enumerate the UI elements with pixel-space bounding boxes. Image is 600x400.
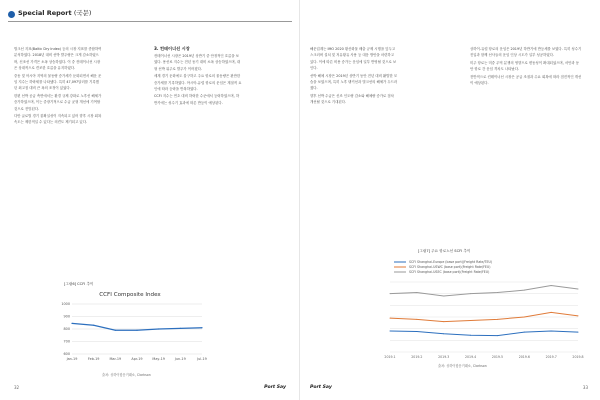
right-page xyxy=(300,0,600,400)
data-point xyxy=(390,331,391,332)
data-point xyxy=(416,331,417,332)
paragraph: 향후 선박 수급은 신조 인도량 감소와 해체량 증가로 점차 개선될 것으로 기대된다. xyxy=(310,93,394,105)
x-tick-label: 2019.5 xyxy=(491,355,504,359)
y-tick-label: 800 xyxy=(63,327,70,332)
data-point xyxy=(551,312,552,313)
series-line xyxy=(390,286,578,297)
scfi-chart-svg xyxy=(370,258,585,361)
page-footer xyxy=(0,385,300,393)
data-point xyxy=(497,335,498,336)
legend-label: SCFI Shanghai-USEC (base port)(Freight Rate/FEU) xyxy=(409,270,490,275)
data-point xyxy=(578,315,579,316)
data-point xyxy=(470,320,471,321)
x-tick-label: 2019.8 xyxy=(572,355,584,359)
x-tick-label: 2019.3 xyxy=(438,355,450,359)
y-tick-label: 600 xyxy=(63,352,70,357)
figure-caption: [그림7] 주요 항로노선 SCFI 추이 xyxy=(418,249,471,253)
data-point xyxy=(201,327,202,328)
data-point xyxy=(524,317,525,318)
data-point xyxy=(551,285,552,286)
x-tick-label: May-19 xyxy=(152,357,165,361)
paragraph: 컨테이너선 시장은 2019년 상반기 중 안정적인 흐름을 보였다. 용선료 지수는 전년 동기 대비 소폭 상승하였으며, 대형 선박 위주로 발주가 이어졌다. xyxy=(154,54,241,71)
data-point xyxy=(524,290,525,291)
data-point xyxy=(443,296,444,297)
data-point xyxy=(390,293,391,294)
paragraph: 다만 글로벌 경기 불확실성이 지속되고 있어 향후 시장 회복 속도는 제한적일 수 있다는 의견도 제기되고 있다. xyxy=(14,114,102,125)
brand-logo: Port Say xyxy=(264,385,286,390)
data-point xyxy=(470,335,471,336)
page-number: 32 xyxy=(14,385,20,390)
header-rule xyxy=(8,21,292,22)
data-point xyxy=(115,330,116,331)
data-point xyxy=(416,319,417,320)
legend-label: SCFI Shanghai-Europe (base port)(Freight Rate/TEU) xyxy=(409,260,493,265)
left-column-1 xyxy=(14,46,102,127)
data-point xyxy=(551,331,552,332)
x-tick-label: Feb-19 xyxy=(87,357,100,361)
page-footer xyxy=(300,385,600,393)
x-tick-label: 2019.7 xyxy=(545,355,557,359)
paragraph: 벌크선 지표(Baltic Dry Index) 등의 시장 지표를 종합하여 분석하였다. 2018년 대비 선박 발주량은 크게 감소하였으며, 신조선 가격은 소폭 상승하였다. 이 중 컨테이너선 시장은 상대적으로 견조한 흐름을 유지하였다. xyxy=(14,47,102,71)
right-column-2 xyxy=(470,46,582,87)
paragraph: 중동 및 아시아 지역의 물동량 증가세가 둔화되면서 해운 운임 지수는 하락세를 나타냈다. 특히 47,097달러를 기록했던 최고점 대비 큰 폭의 조정이 있었다. xyxy=(14,73,102,91)
x-tick-label: 2019.6 xyxy=(518,355,530,359)
paragraph: 전반적으로 컨테이너선 시장은 공급 조절과 수요 회복에 따라 점진적인 개선이 예상된다. xyxy=(470,74,582,86)
y-tick-label: 900 xyxy=(63,314,70,319)
paragraph: 상하이-유럽 항로의 운임은 2019년 하반기에 반등세를 보였다. 특히 성수기 진입과 함께 선사들의 운임 인상 시도가 일부 성공하였다. xyxy=(470,47,582,58)
data-point xyxy=(93,325,94,326)
paragraph: CCFI 지수는 연초 대비 하락한 수준에서 등락하였으며, 하반기에는 성수기 효과에 따른 반등이 예상된다. xyxy=(154,94,240,105)
data-point xyxy=(470,293,471,294)
data-point xyxy=(524,332,525,333)
data-point xyxy=(443,333,444,334)
data-point xyxy=(180,328,181,329)
data-point xyxy=(158,328,159,329)
data-point xyxy=(497,319,498,320)
chart-title: CCFI Composite Index xyxy=(99,292,161,298)
data-point xyxy=(443,321,444,322)
ccfi-chart-svg xyxy=(50,290,210,370)
y-tick-label: 700 xyxy=(63,339,70,344)
header-title: Special Report (국문) xyxy=(18,9,92,17)
data-point xyxy=(578,332,579,333)
header-dot-icon xyxy=(8,11,15,18)
right-column-1 xyxy=(310,46,398,107)
x-tick-label: Jan-19 xyxy=(66,357,78,361)
figure-source: 출처: 상하이항운거래소, Clarkson xyxy=(102,373,151,377)
figure-caption: [그림6] CCFI 추이 xyxy=(64,282,94,286)
scfi-chart xyxy=(370,258,585,361)
paragraph: 미주 항로는 미중 무역 분쟁의 영향으로 변동성이 확대되었으며, 서안과 동안 항로 간 운임 격차도 나타났다. xyxy=(470,60,580,72)
paragraph: 해운업계는 IMO 2020 황산화물 배출 규제 시행을 앞두고 스크러버 설치 및 저유황유 사용 등 대응 방안을 마련하고 있다. 이에 따른 비용 증가는 운임에 일부 반영될 것으로 보인다. xyxy=(310,47,397,71)
x-tick-label: Mar-19 xyxy=(109,357,122,361)
x-tick-label: 2019.2 xyxy=(411,355,423,359)
brand-logo: Port Say xyxy=(310,385,332,390)
x-tick-label: Jun-19 xyxy=(174,357,186,361)
left-column-2 xyxy=(154,46,242,107)
page-header xyxy=(0,0,300,26)
paragraph: 한편 선박 공급 측면에서는 환경 규제 강화로 노후선 해체가 증가하였으며, 이는 중장기적으로 수급 균형 개선에 기여할 것으로 전망된다. xyxy=(14,93,102,111)
paragraph: 선박 해체 시장은 2019년 상반기 동안 전년 대비 활발한 모습을 보였으며, 특히 노후 탱커선과 벌크선의 해체가 두드러졌다. xyxy=(310,73,398,91)
data-point xyxy=(390,318,391,319)
data-point xyxy=(71,323,72,324)
y-tick-label: 1000 xyxy=(61,302,70,307)
x-tick-label: Apr-19 xyxy=(131,357,143,361)
x-tick-label: Jul-19 xyxy=(197,357,207,361)
x-tick-label: 2019.1 xyxy=(384,355,396,359)
section-heading: 3. 컨테이너선 시장 xyxy=(154,46,190,51)
ccfi-chart xyxy=(50,290,210,370)
x-tick-label: 2019.4 xyxy=(464,355,477,359)
data-point xyxy=(416,292,417,293)
data-point xyxy=(497,292,498,293)
paragraph: 세계 경기 둔화에도 불구하고 주요 항로의 물동량은 완만한 증가세를 기록하였다. 아시아-유럽 항로의 운임은 계절적 요인에 따라 등락을 반복하였다. xyxy=(154,74,242,92)
legend-label: SCFI Shanghai-USWC (base port)(Freight Rate/FEU) xyxy=(409,265,491,270)
data-point xyxy=(578,289,579,290)
page-number: 33 xyxy=(582,385,588,390)
figure-source: 출처: 상하이항운거래소, Clarkson xyxy=(438,364,487,368)
series-line xyxy=(390,331,578,336)
data-point xyxy=(136,330,137,331)
